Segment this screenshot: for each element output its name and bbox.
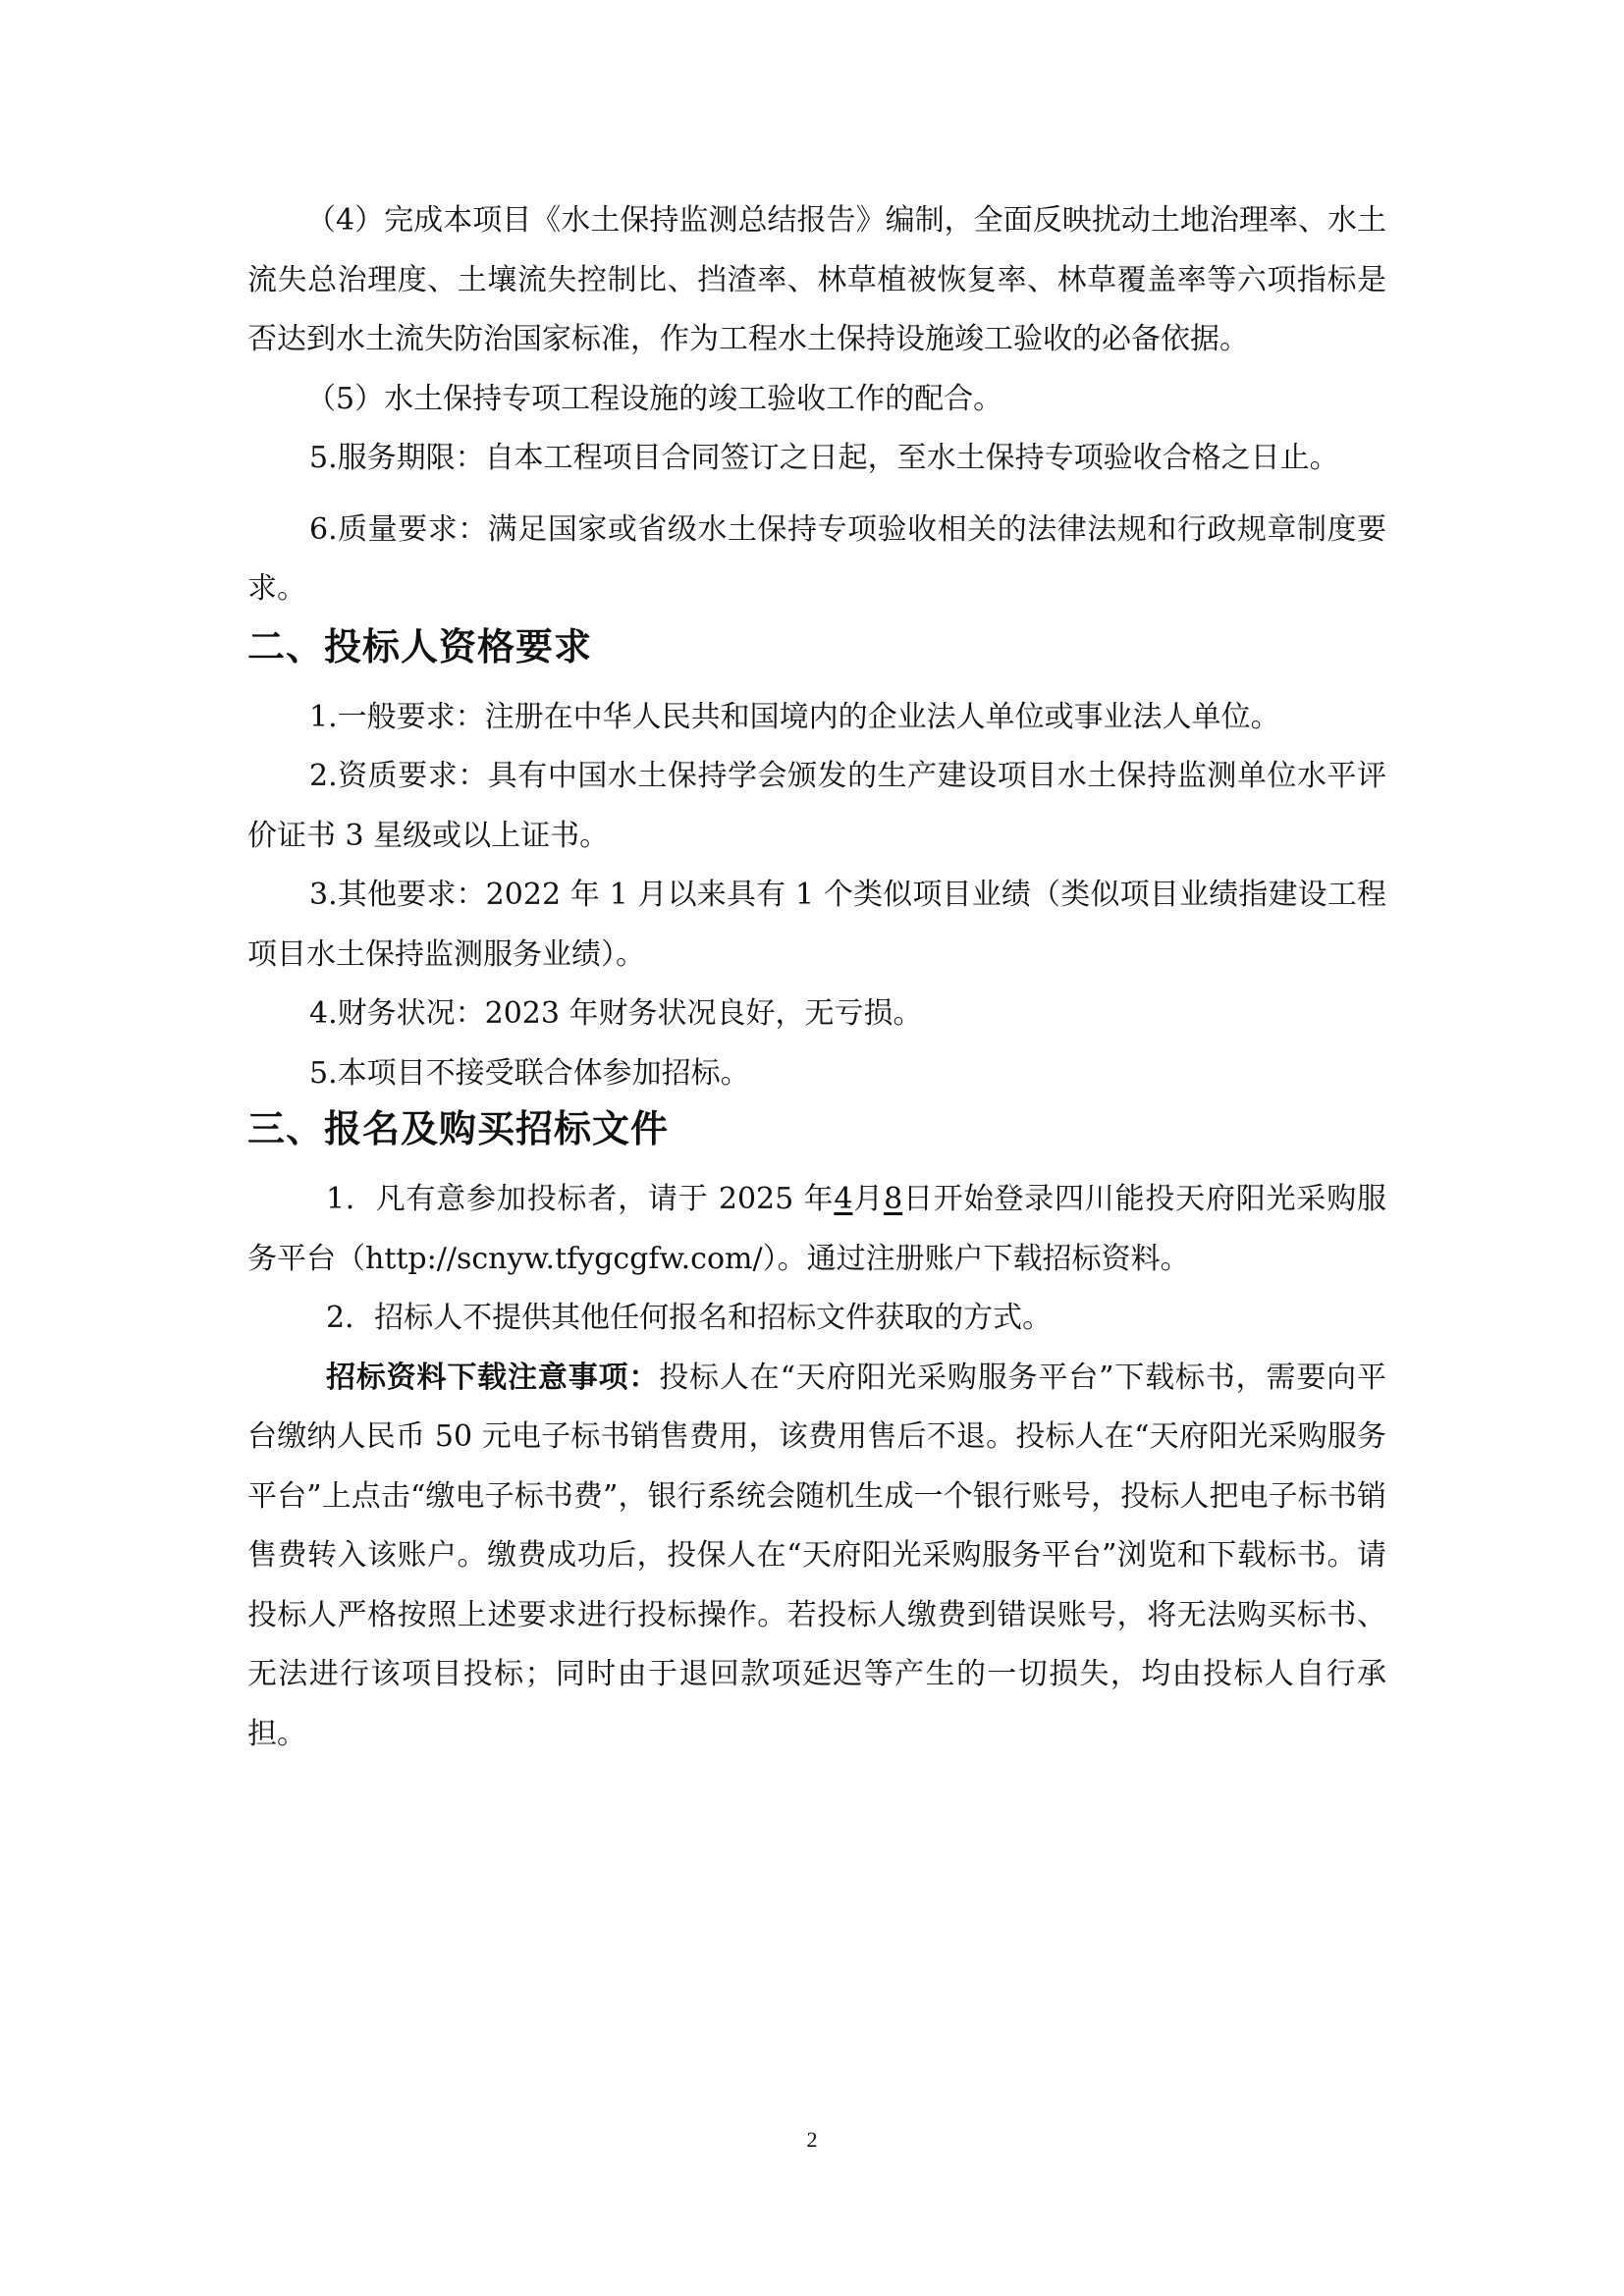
start-day: 8 bbox=[884, 1182, 903, 1216]
service-period: 5.服务期限：自本工程项目合同签订之日起，至水土保持专项验收合格之日止。 bbox=[309, 441, 1339, 475]
qualification-item: 4.财务状况：2023 年财务状况良好，无亏损。 bbox=[309, 996, 923, 1031]
section-heading-registration: 三、报名及购买招标文件 bbox=[247, 1107, 670, 1150]
page-number: 2 bbox=[806, 2127, 818, 2152]
download-notice bbox=[247, 1349, 1386, 1765]
scope-item-5: （5）水土保持专项工程设施的竣工验收工作的配合。 bbox=[306, 381, 1003, 416]
scope-item-4: （4）完成本项目《水土保持监测总结报告》编制，全面反映扰动土地治理率、水土流失总治理度、土壤流失控制比、挡渣率、林草植被恢复率、林草覆盖率等六项指标是否达到水土流失防治国家标准，作为工程水土保持设施竣工验收的必备依据。 bbox=[247, 203, 1386, 356]
download-notice-text: 投标人在“天府阳光采购服务平台”下载标书，需要向平台缴纳人民币 50 元电子标书销售费用，该费用售后不退。投标人在“天府阳光采购服务平台”上点击“缴电子标书费”，银行系统会随机生成一个银行账号，投标人把电子标书销售费转入该账户。缴费成功后，投保人在“天府阳光采购服务平台”浏览和下载标书。请投标人严格按照上述要求进行投标操作。若投标人缴费到错误账号，将无法购买标书、无法进行该项目投标；同时由于退回款项延迟等产生的一切损失，均由投标人自行承担。 bbox=[247, 1360, 1386, 1751]
quality-requirement: 6.质量要求：满足国家或省级水土保持专项验收相关的法律法规和行政规章制度要求。 bbox=[247, 511, 1386, 606]
document-body bbox=[247, 191, 1386, 1764]
qualification-item: 1.一般要求：注册在中华人民共和国境内的企业法人单位或事业法人单位。 bbox=[309, 699, 1280, 734]
qualification-item: 3.其他要求：2022 年 1 月以来具有 1 个类似项目业绩（类似项目业绩指建设工程项目水土保持监测服务业绩）。 bbox=[247, 878, 1386, 972]
qualification-item: 2.资质要求：具有中国水土保持学会颁发的生产建设项目水土保持监测单位水平评价证书 3 星级或以上证书。 bbox=[247, 759, 1386, 853]
section-heading-qualification: 二、投标人资格要求 bbox=[247, 624, 593, 668]
registration-item-1-before: 1．凡有意参加投标者，请于 2025 年 bbox=[326, 1182, 835, 1216]
start-month: 4 bbox=[834, 1182, 853, 1216]
registration-item-1-after: 日开始登录四川能投天府阳光采购服务平台（http://scnyw.tfygcgfw.com/）。通过注册账户下载招标资料。 bbox=[247, 1182, 1387, 1276]
registration-item-2: 2．招标人不提供其他任何报名和招标文件获取的方式。 bbox=[326, 1301, 1053, 1335]
download-notice-label: 招标资料下载注意事项： bbox=[326, 1360, 660, 1395]
qualification-item: 5.本项目不接受联合体参加招标。 bbox=[309, 1055, 750, 1091]
registration-item-1 bbox=[247, 1170, 1386, 1289]
month-label: 月 bbox=[852, 1182, 885, 1216]
